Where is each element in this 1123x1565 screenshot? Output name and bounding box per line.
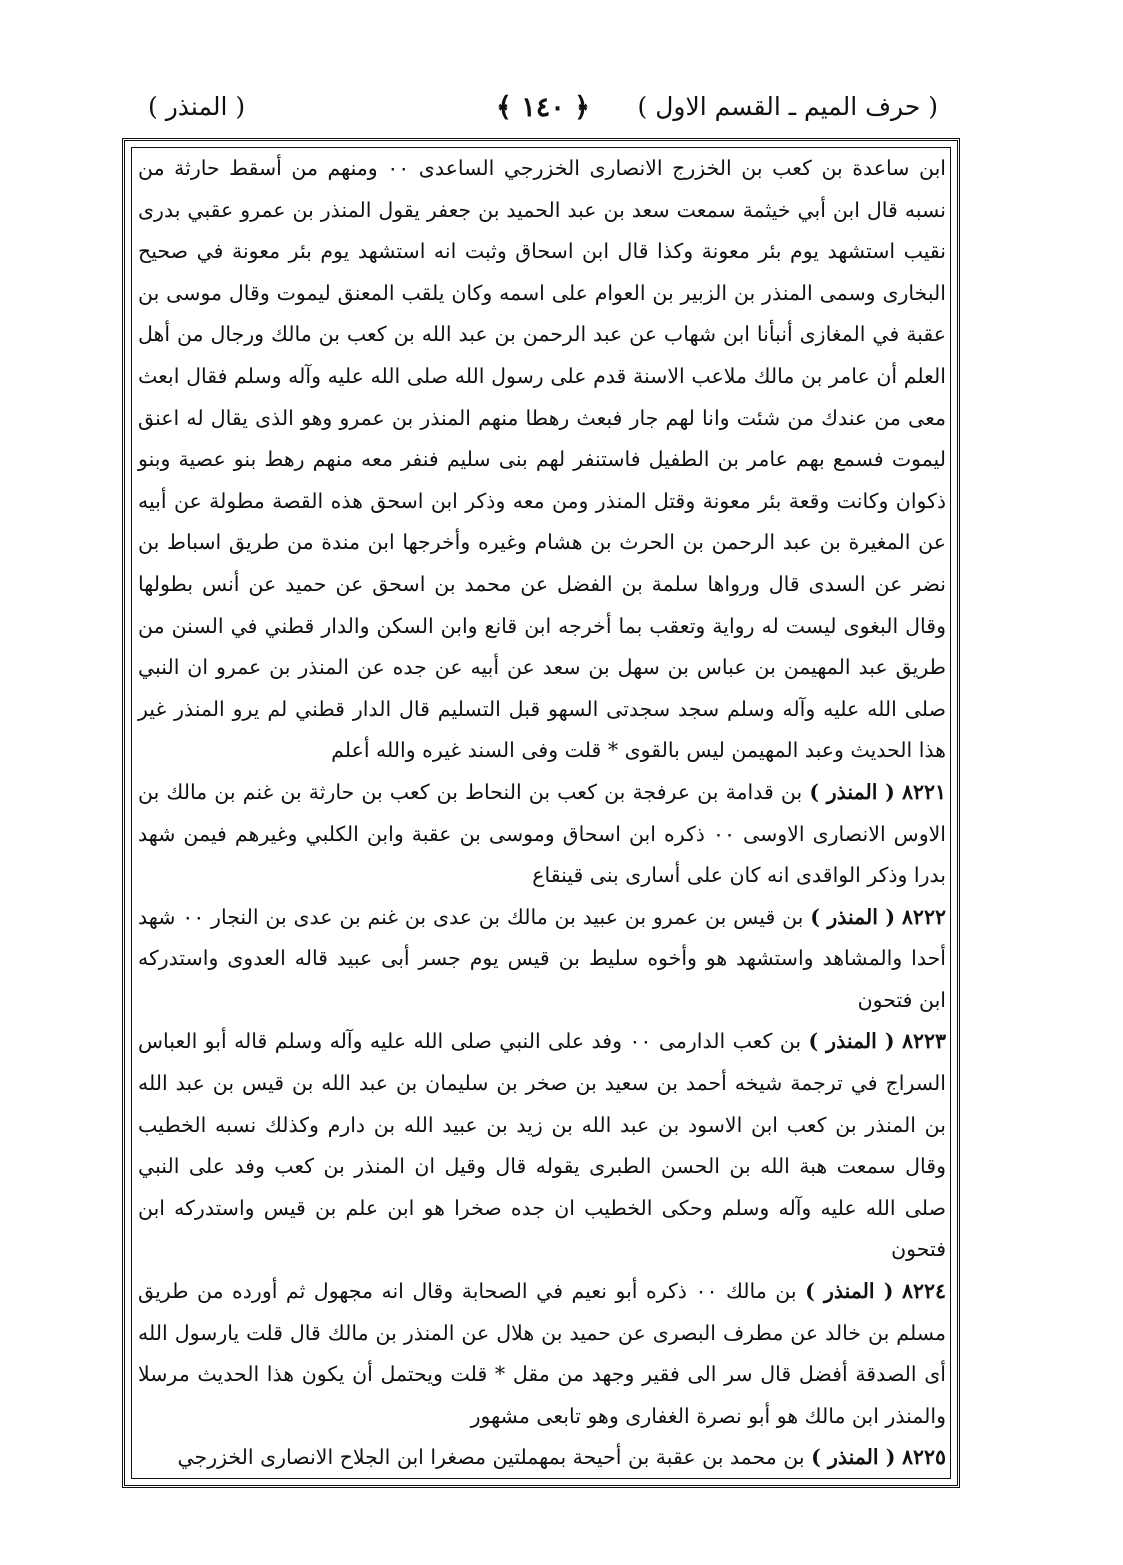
entry-name: ( المنذر ) [809,779,895,804]
page-body [138,148,946,1479]
running-title: ( المنذر ) [148,92,246,121]
page-number: ﴿ ١٤٠ ﴾ [496,92,590,123]
entry-text: بن كعب الدارمى ٠٠ وفد على النبي صلى الله عليه وآله وسلم قاله أبو العباس السراج في ترجمة شيخه أحمد بن سعيد بن صخر بن سليمان بن عبد الله بن قيس بن عبد الله بن المنذر بن كعب ابن الاسود بن عبد الله بن زيد بن عبيد الله بن دارم وكذلك نسبه الخطيب وقال سمعت هبة الله بن الحسن الطبرى يقوله قال وقيل ان المنذر بن كعب وفد على النبي صلى الله عليه وآله وسلم وحكى الخطيب ان جده صخرا هو ابن علم بن قيس واستدركه ابن فتحون [138,1029,946,1262]
entry-number: ٨٢٢١ [901,779,946,804]
entry-number: ٨٢٢٤ [901,1279,946,1304]
continuation-paragraph: ابن ساعدة بن كعب بن الخزرج الانصارى الخزرجي الساعدى ٠٠ ومنهم من أسقط حارثة من نسبه قال ابن أبي خيثمة سمعت سعد بن عبد الحميد بن جعفر يقول المنذر بن عمرو عقبي بدرى نقيب استشهد يوم بئر معونة وكذا قال ابن اسحاق وثبت انه استشهد يوم بئر معونة في صحيح البخارى وسمى المنذر بن الزبير بن العوام على اسمه وكان يلقب المعنق ليموت وقال موسى بن عقبة في المغازى أنبأنا ابن شهاب عن عبد الرحمن بن عبد الله بن كعب بن مالك ورجال من أهل العلم أن عامر بن مالك ملاعب الاسنة قدم على رسول الله صلى الله عليه وآله وسلم فقال ابعث معى من عندك من شئت وانا لهم جار فبعث رهطا منهم المنذر بن عمرو وهو الذى يقال له اعنق ليموت فسمع بهم عامر بن الطفيل فاستنفر لهم بنى سليم فنفر معه منهم رهط بنو عصية وبنو ذكوان وكانت وقعة بئر معونة وقتل المنذر ومن معه وذكر ابن اسحق هذه القصة مطولة عن أبيه عن المغيرة بن عبد الرحمن بن الحرث بن هشام وغيره وأخرجها ابن مندة من طريق اسباط بن نضر عن السدى قال ورواها سلمة بن الفضل عن محمد بن اسحق عن حميد عن أنس بطولها وقال البغوى ليست له رواية وتعقب بما أخرجه ابن قانع وابن السكن والدار قطني في السنن من طريق عبد المهيمن بن عباس بن سهل بن سعد عن أبيه عن جده عن المنذر بن عمرو ان النبي صلى الله عليه وآله وسلم سجد سجدتى السهو قبل التسليم قال الدار قطني لم يرو المنذر غير هذا الحديث وعبد المهيمن ليس بالقوى * قلت وفى السند غيره والله أعلم [138,156,946,763]
entry-8221 [138,772,946,897]
entry-8225 [138,1437,946,1479]
entry-name: ( المنذر ) [810,904,896,929]
entry-name: ( المنذر ) [805,1279,894,1304]
entry-text: بن قدامة بن عرفجة بن كعب بن النحاط بن كعب بن حارثة بن غنم بن مالك بن الاوس الانصارى الاوسى ٠٠ ذكره ابن اسحاق وموسى بن عقبة وابن الكلبي وغيرهم فيمن شهد بدرا وذكر الواقدى انه كان على أسارى بنى قينقاع [138,779,946,888]
entry-number: ٨٢٢٣ [901,1029,946,1054]
entry-name: ( المنذر ) [808,1029,895,1054]
section-title: ( حرف الميم ـ القسم الاول ) [637,92,938,121]
entry-text: بن مالك ٠٠ ذكره أبو نعيم في الصحابة وقال انه مجهول ثم أورده من طريق مسلم بن خالد عن مطرف البصرى عن حميد بن هلال عن المنذر بن مالك قال قلت يارسول الله أى الصدقة أفضل قال سر الى فقير وجهد من مقل * قلت ويحتمل أن يكون هذا الحديث مرسلا والمنذر ابن مالك هو أبو نصرة الغفارى وهو تابعى مشهور [138,1279,946,1428]
entry-number: ٨٢٢٢ [901,904,946,929]
entry-name: ( المنذر ) [811,1445,896,1470]
entry-text: بن قيس بن عمرو بن عبيد بن مالك بن عدى بن غنم بن عدى بن النجار ٠٠ شهد أحدا والمشاهد واستشهد هو وأخوه سليط بن قيس يوم جسر أبى عبيد قاله العدوى واستدركه ابن فتحون [138,904,946,1012]
entry-number: ٨٢٢٥ [901,1445,946,1470]
entry-text: بن محمد بن عقبة بن أحيحة بمهملتين مصغرا ابن الجلاح الانصارى الخزرجي [177,1445,805,1470]
entry-8222 [138,897,946,1022]
entry-8224 [138,1271,946,1437]
page-header [148,92,938,132]
entry-8223 [138,1021,946,1271]
